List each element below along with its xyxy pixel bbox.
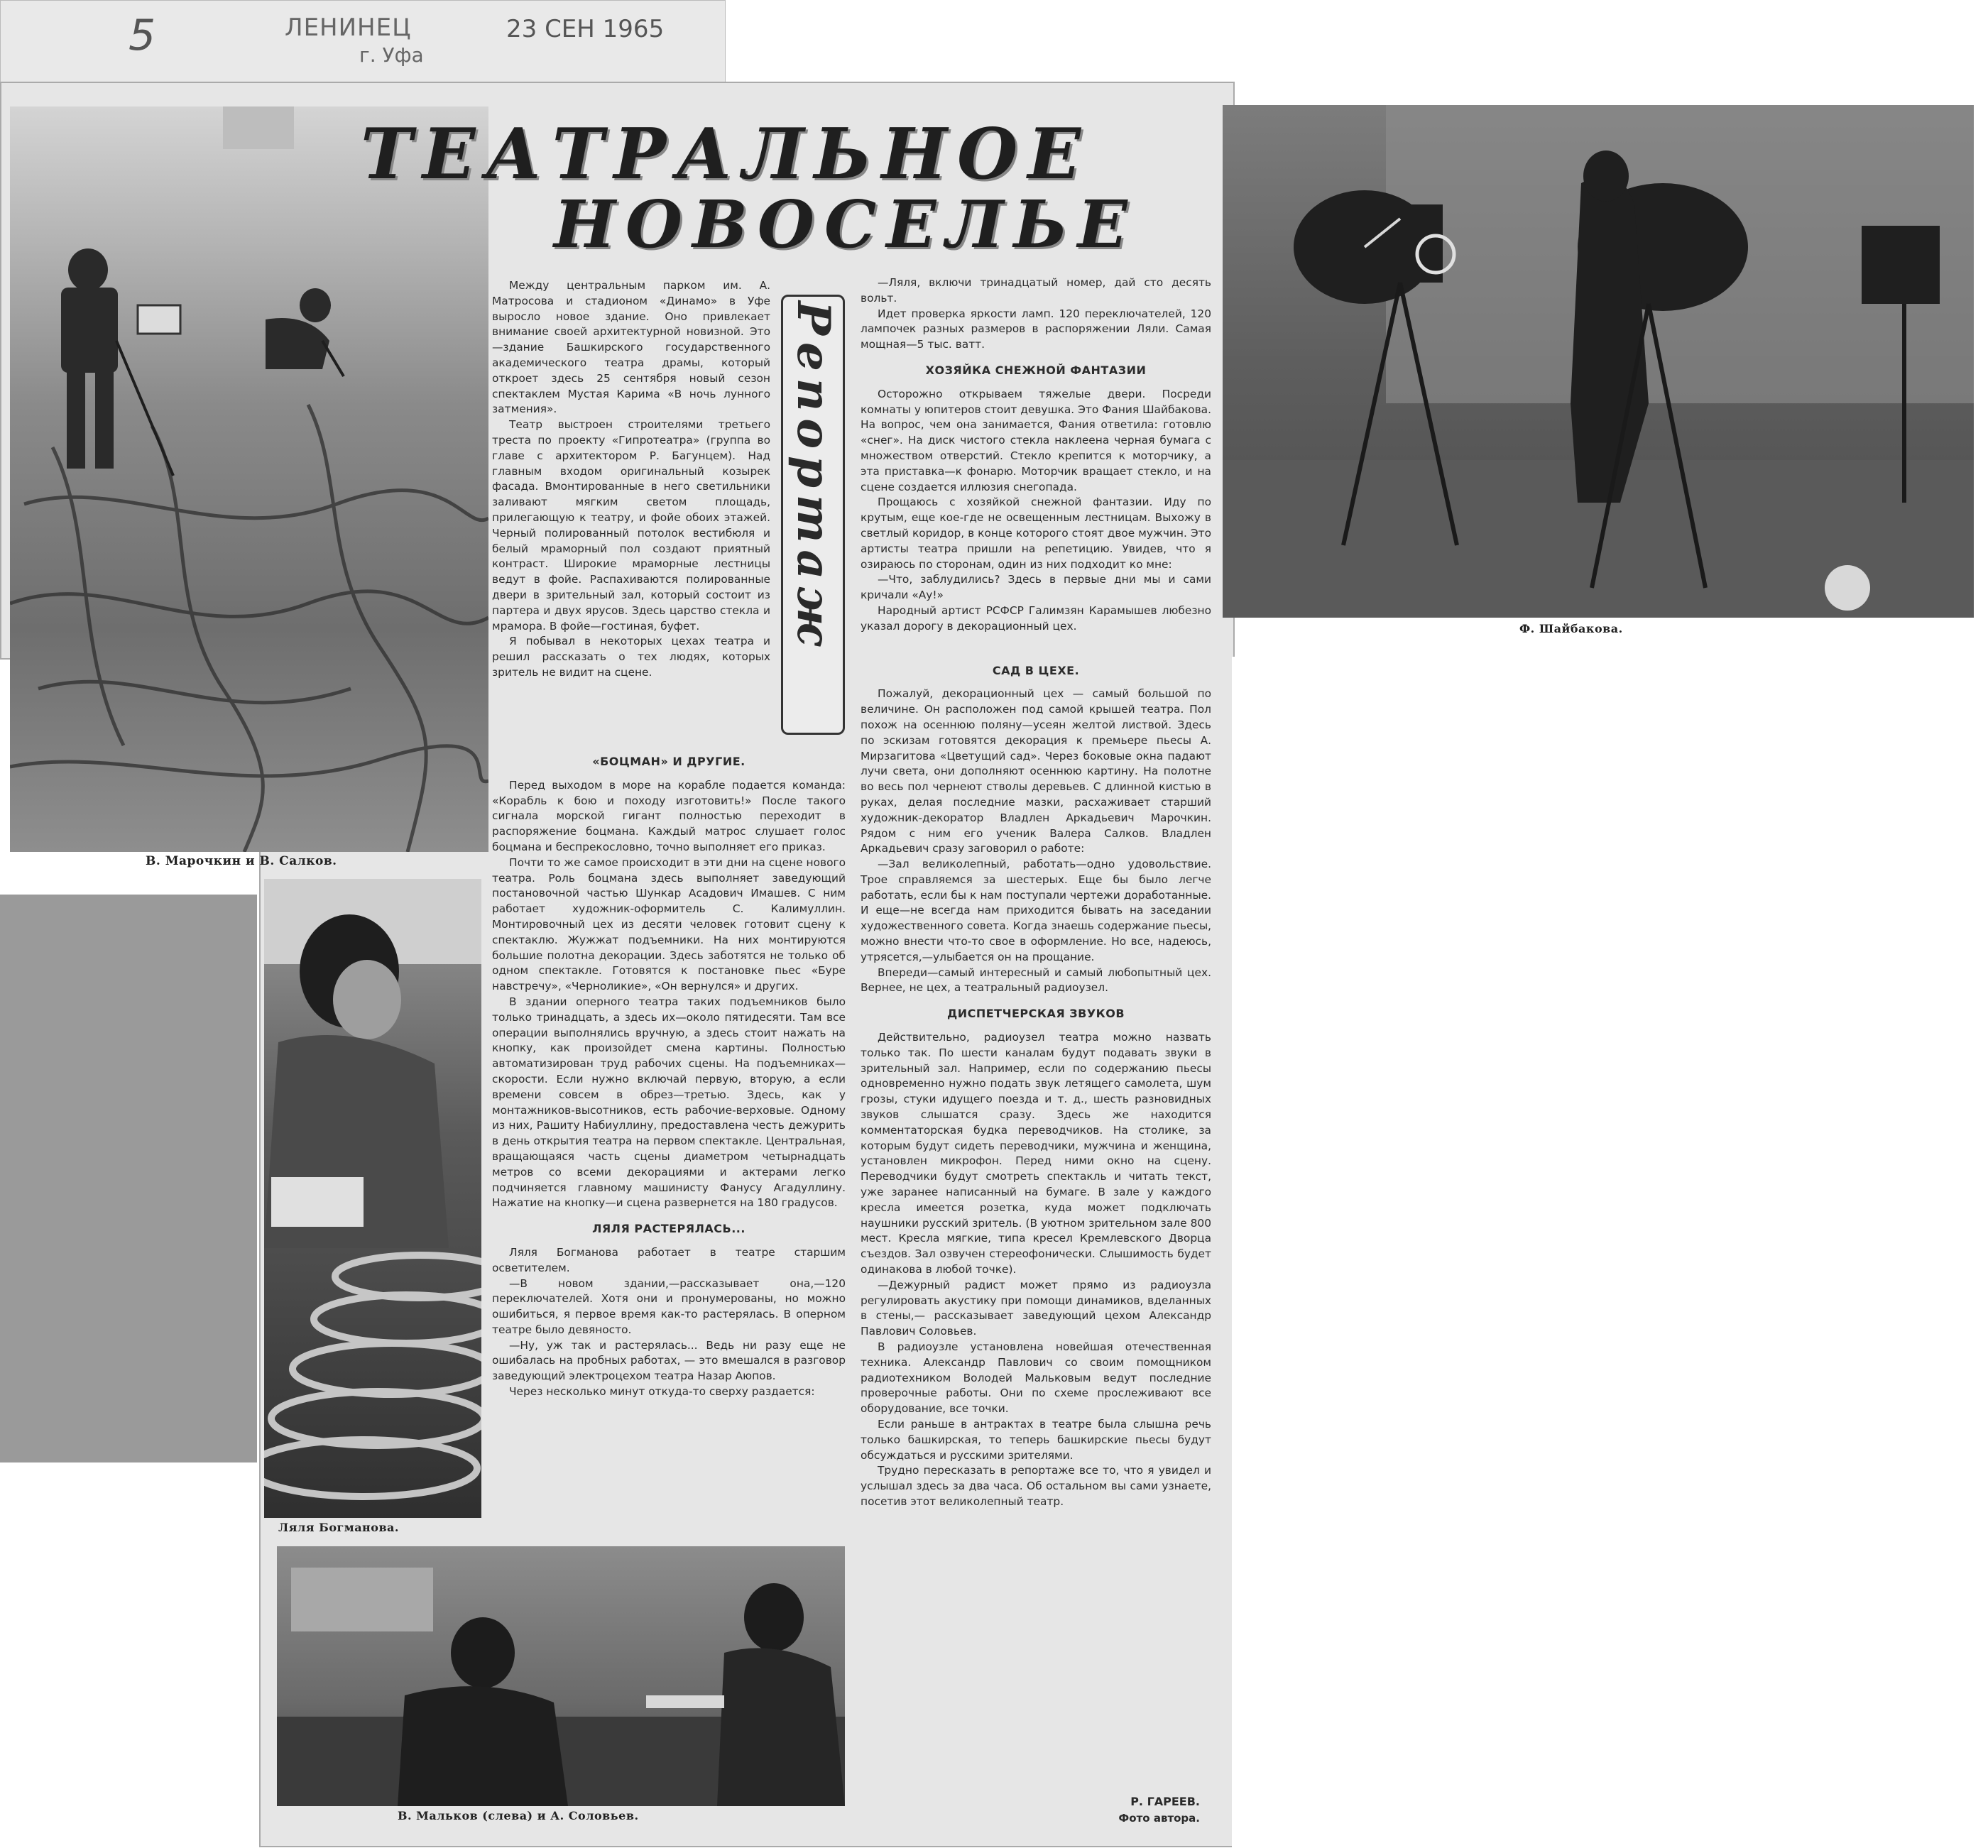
- photo-sound-engineers: [277, 1546, 845, 1806]
- caption-photo2: Ф. Шайбакова.: [1519, 622, 1623, 635]
- caption-photo4: В. Мальков (слева) и А. Соловьев.: [398, 1809, 639, 1822]
- clipping-right-white: [1232, 657, 1988, 1848]
- photo-snow-effects: [1223, 105, 1974, 618]
- paragraph: Идет проверка яркости ламп. 120 переключателей, 120 лампочек разных размеров в распоряжении Ляли. Самая мощная—5 тыс. ватт.: [861, 307, 1211, 351]
- newspaper-name: ЛЕНИНЕЦ: [285, 13, 412, 42]
- paragraph: —Дежурный радист может прямо из радиоузла регулировать акустику при помощи динамиков, вделанных в стены,— рассказывает заведующий цехом Александр Павлович Соловьев.: [861, 1278, 1211, 1338]
- handwritten-number: 5: [129, 11, 156, 60]
- article-column-left: [492, 744, 846, 1400]
- paragraph: —Ну, уж так и растерялась... Ведь ни разу еще не ошибалась на пробных работах, — это вмешался в разговор заведующий электроцехом театра Назар Аюпов.: [492, 1338, 846, 1383]
- author-signature: Р. ГАРЕЕВ.: [1130, 1795, 1200, 1808]
- paragraph: Ляля Богманова работает в театре старшим осветителем.: [492, 1245, 846, 1274]
- paragraph: Впереди—самый интересный и самый любопытный цех. Вернее, не цех, а театральный радиоузел.: [861, 966, 1211, 995]
- clipping-stamp: [0, 0, 726, 85]
- article-column-intro: [492, 278, 770, 681]
- photo-decoration-painters: [10, 106, 488, 852]
- section-heading: ДИСПЕТЧЕРСКАЯ ЗВУКОВ: [946, 1007, 1125, 1021]
- paragraph: Народный артист РСФСР Галимзян Карамышев любезно указал дорогу в декорационный цех.: [861, 603, 1211, 633]
- paragraph: Перед выходом в море на корабле подается команда: «Корабль к бою и походу изготовить!» После такого сигнала морской гигант полностью переходит в распоряжение боцмана. Каждый матрос слушает голос боцмана и беспрекословно, точно выполняет его приказ.: [492, 778, 846, 853]
- paragraph: Прощаюсь с хозяйкой снежной фантазии. Иду по крутым, еще кое-где не освещенным лестницам. Выхожу в светлый коридор, в конце которого стоят двое мужчин. Это артисты театра пришли на репетицию. Увидев, что я озираюсь по сторонам, один из них подходит ко мне:: [861, 496, 1211, 571]
- section-heading: САД В ЦЕХЕ.: [992, 663, 1080, 677]
- paragraph: В здании оперного театра таких подъемников было только тринадцать, а здесь их—около пятидесяти. Там все операции выполнялись вручную, а здесь стоит нажать на кнопку, как произойдет смена картины. Полностью автоматизирован труд рабочих сцены. На подъемниках—скорости. Если нужно включай первую, вторую, а если времени совсем в обрез—третью. Здесь, как у монтажников-высотников, есть рабочие-верховые. Одному из них, Рашиту Набиуллину, предоставлена честь дежурить в день открытия театра на первом спектакле. Центральная, вращающаяся часть сцены диаметром четырнадцать метров со всеми декорациями и актерами легко подчиняется главному машинисту Фанусу Агадуллину. Нажатие на кнопку—и сцена развернется на 180 градусов.: [492, 995, 846, 1210]
- headline-line2: НОВОСЕЛЬЕ: [554, 186, 1137, 263]
- paragraph: Осторожно открываем тяжелые двери. Посреди комнаты у юпитеров стоит девушка. Это Фания Шайбакова. На вопрос, чем она занимается, Фания ответила: готовлю «снег». На диск чистого стекла наклеена черная бумага с множеством отверстий. Стекло крепится к моторчику, а эта приставка—к фонарю. Моторчик вращает стекло, и на сцене создается иллюзия снегопада.: [861, 387, 1211, 493]
- paragraph: Между центральным парком им. А. Матросова и стадионом «Динамо» в Уфе выросло новое здание. Оно привлекает внимание своей архитектурной новизной. Это—здание Башкирского государственного академического театра драмы, который откроет здесь 25 сентября новый сезон спектаклем Мустая Карима «В ночь лунного затмения».: [492, 279, 770, 416]
- section-heading: «БОЦМАН» И ДРУГИЕ.: [592, 755, 746, 768]
- paragraph: —Ляля, включи тринадцатый номер, дай сто десять вольт.: [861, 276, 1211, 305]
- paragraph: Через несколько минут откуда-то сверху раздается:: [509, 1385, 815, 1399]
- rubric-text: Репортаж: [787, 301, 840, 653]
- section-heading: ХОЗЯЙКА СНЕЖНОЙ ФАНТАЗИИ: [925, 363, 1147, 377]
- paragraph: —В новом здании,—рассказывает она,—120 переключателей. Хотя они и пронумерованы, но можно ошибиться, я первое время как-то растерялась. В оперном театре было девяносто.: [492, 1276, 846, 1336]
- newspaper-city: г. Уфа: [359, 43, 424, 67]
- stamp-date: 23 СЕН 1965: [506, 15, 665, 43]
- paragraph: Почти то же самое происходит в эти дни на сцене нового театра. Роль боцмана здесь выполняет заведующий постановочной частью Шункар Асадович Имашев. С ним работает художник-оформитель С. Калимуллин. Монтировочный цех из десяти человек готовит сцену к спектаклю. Жужжат подъемники. На них монтируются большие полотна декорации. Здесь заботятся не только об одном спектакле. Готовятся к постановке пьес «Буре навстречу», «Черноликие», «Он вернулся» и других.: [492, 855, 846, 993]
- rubric-reportage: [781, 295, 845, 735]
- headline-line1: ТЕАТРАЛЬНОЕ: [361, 114, 1091, 195]
- photo-credit: Фото автора.: [1118, 1812, 1200, 1825]
- paragraph: —Зал великолепный, работать—одно удовольствие. Трое справляемся за шестерых. Еще бы было легче работать, если бы к нам поступали чертежи доработанные. И еще—не всегда нам приходится бывать на заседании художественного совета. Когда знаешь содержание пьесы, можно внести что-то свое в оформление. Но все, надеюсь, утрясется,—улыбается он на прощание.: [861, 858, 1211, 963]
- paragraph: Я побывал в некоторых цехах театра и решил рассказать о тех людях, которых зритель не видит на сцене.: [492, 635, 770, 679]
- paragraph: Пожалуй, декорационный цех — самый большой по величине. Он расположен под самой крышей театра. Пол похож на осеннюю поляну—усеян желтой листвой. Здесь по эскизам готовятся декорация к премьере пьесы А. Мирзагитова «Цветущий сад». Через боковые окна падают лучи света, они дополняют осеннюю картину. На полотне во весь пол чернеют стволы деревьев. С длинной кистью в руках, делая последние мазки, расхаживает старший художник-декоратор Владлен Аркадьевич Марочкин. Рядом с ним его ученик Валера Салков. Владлен Аркадьевич сразу заговорил о работе:: [861, 687, 1211, 855]
- photo-lighting-operator: [264, 879, 481, 1518]
- caption-photo3: Ляля Богманова.: [278, 1521, 399, 1534]
- article-column-right: [861, 275, 1211, 1510]
- paragraph: Театр выстроен строителями третьего треста по проекту «Гипротеатра» (группа во главе с архитектором Р. Багунцем). Над главным входом оригинальный козырек фасада. Вмонтированные в него светильники заливают мягким светом площадь, прилегающую к театру, и фойе обоих этажей. Черный полированный потолок вестибюля и белый мраморный пол создают приятный контраст. Широкие мраморные лестницы ведут в фойе. Распахиваются полированные двери в зрительный зал, который состоит из партера и двух ярусов. Здесь царство стекла и мрамора. В фойе—гостиная, буфет.: [492, 418, 770, 633]
- paragraph: Если раньше в антрактах в театре была слышна речь только башкирская, то теперь башкирские пьесы будут обсуждаться и русскими зрителями.: [861, 1417, 1211, 1462]
- paragraph: В радиоузле установлена новейшая отечественная техника. Александр Павлович со своим помощником радиотехником Володей Мальковым ведут последние проверочные работы. Они по схеме прослеживают все оборудование, все точки.: [861, 1340, 1211, 1416]
- paragraph: Трудно пересказать в репортаже все то, что я увидел и услышал здесь за два часа. Об остальном вы сами узнаете, посетив этот великолепный театр.: [861, 1464, 1211, 1508]
- section-heading: ЛЯЛЯ РАСТЕРЯЛАСЬ...: [592, 1222, 746, 1236]
- caption-photo1: В. Марочкин и В. Салков.: [146, 854, 337, 868]
- paragraph: Действительно, радиоузел театра можно назвать только так. По шести каналам будут подавать звуки в зрительный зал. Например, если по содержанию пьесы одновременно нужно подать звук летящего самолета, шум грозы, стуки идущего поезда и т. д., шесть разновидных звуков слышатся сразу. Здесь же находится комментаторская будка переводчиков. На столике, за которым будут сидеть переводчики, мужчина и женщина, установлен микрофон. Перед ними окно на сцену. Переводчики будут смотреть спектакль и читать текст, уже заранее написанный на бумаге. В зале у каждого кресла имеется розетка, куда может подключать наушники русский зритель. (В уютном зрительном зале 800 мест. Кресла мягкие, типа кресел Кремлевского Дворца съездов. Зал озвучен стереофонически. Слышимость будет одинакова в любой точке).: [861, 1031, 1211, 1276]
- background-strip: [0, 895, 257, 1462]
- paragraph: —Что, заблудились? Здесь в первые дни мы и сами кричали «Ау!»: [861, 573, 1211, 602]
